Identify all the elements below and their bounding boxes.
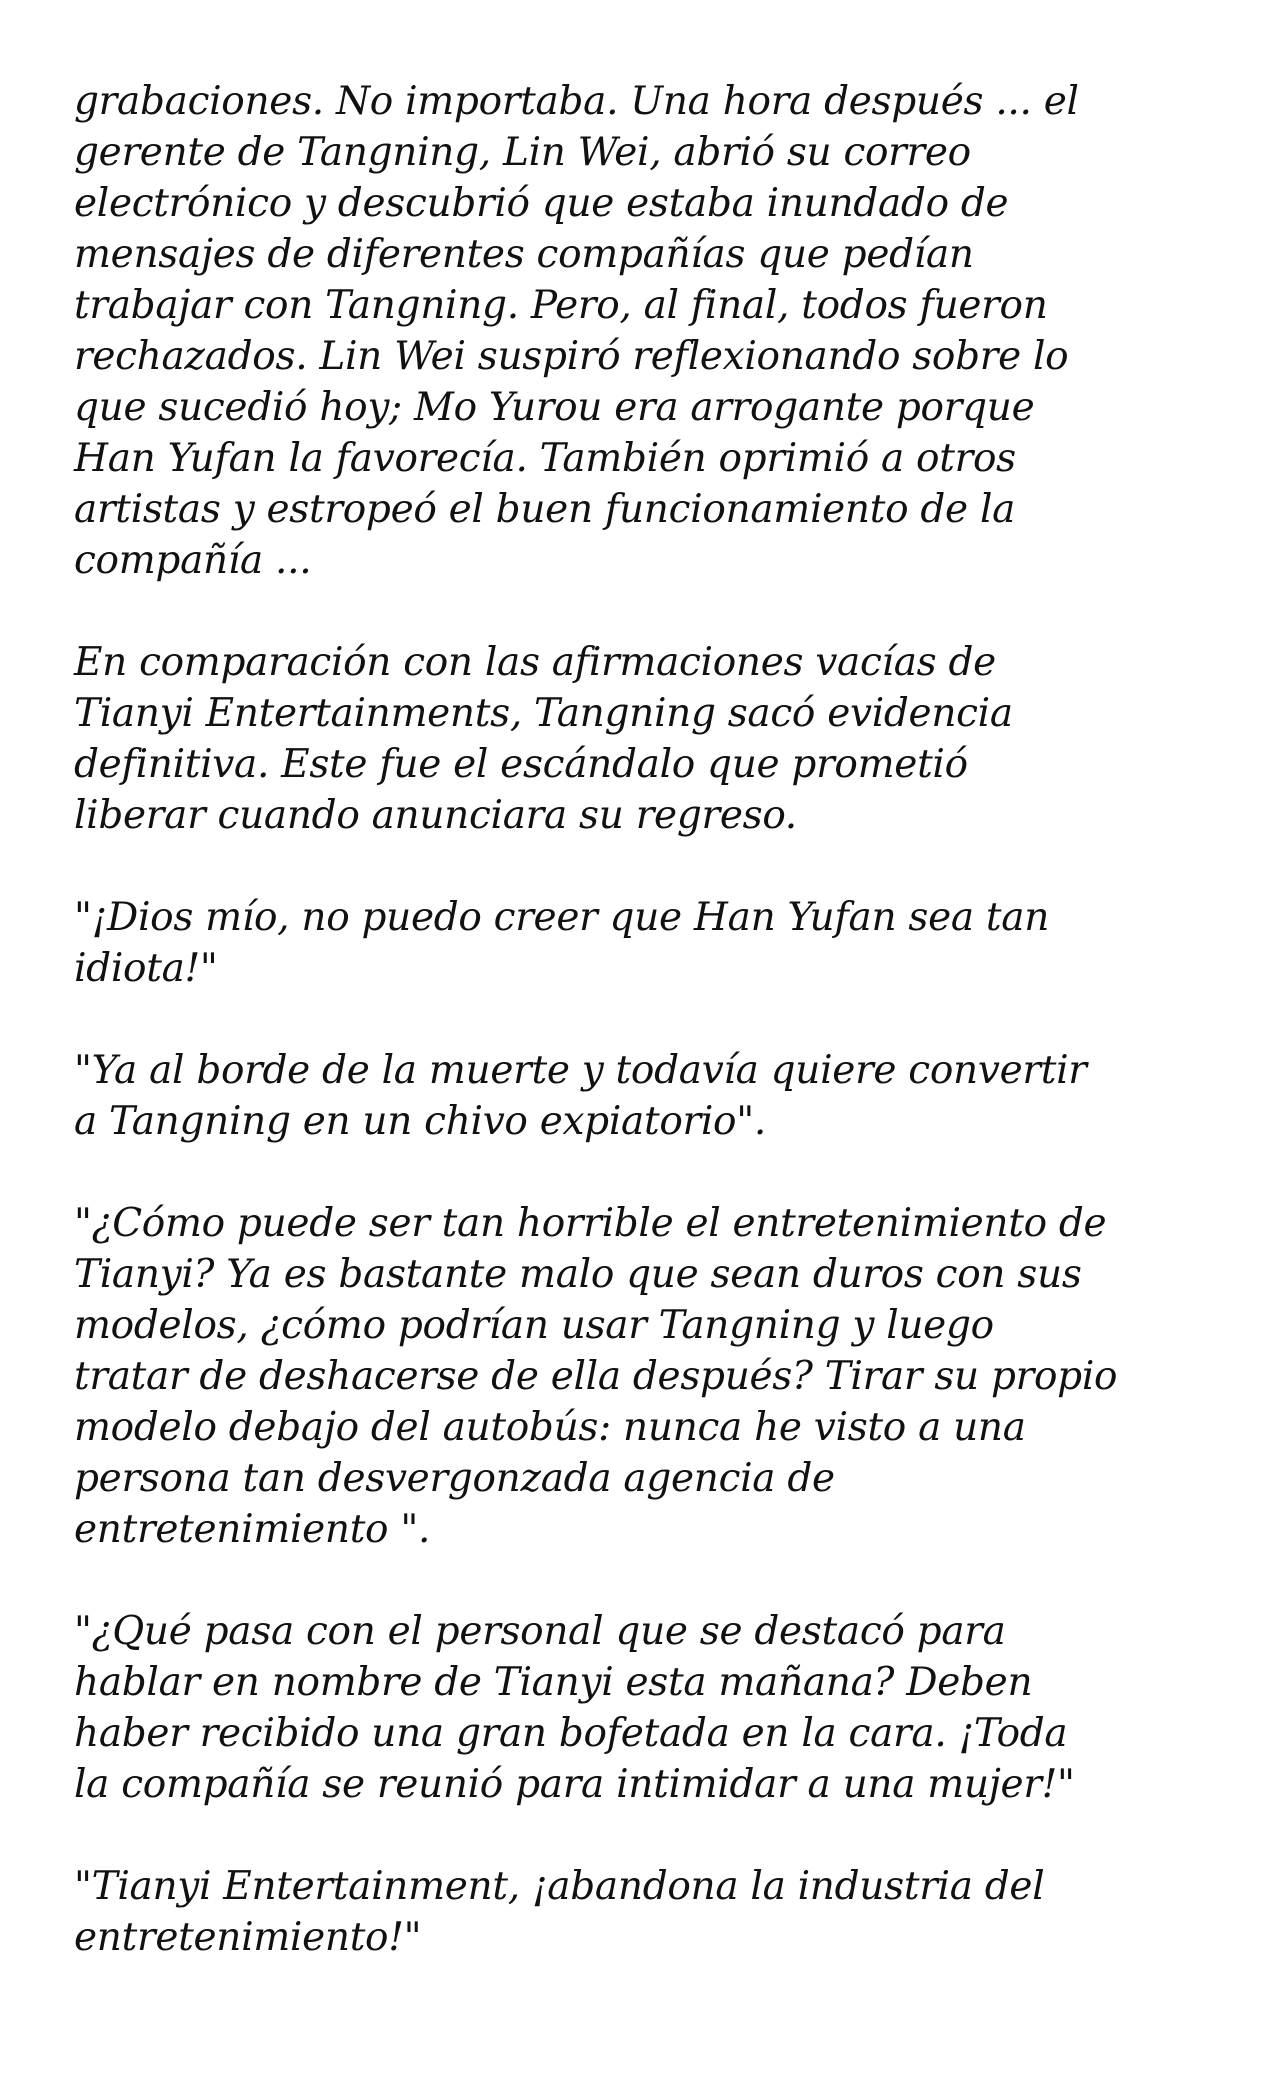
text-line: Han Yufan la favorecía. También oprimió a otros <box>74 436 1016 481</box>
text-line: tratar de deshacerse de ella después? Tirar su propio <box>74 1354 1118 1399</box>
text-line: "¿Qué pasa con el personal que se destacó para <box>74 1609 1006 1654</box>
text-line: persona tan desvergonzada agencia de <box>74 1456 835 1501</box>
text-line: gerente de Tangning, Lin Wei, abrió su correo <box>74 130 971 175</box>
text-line: "¡Dios mío, no puedo creer que Han Yufan sea tan <box>74 895 1050 940</box>
text-line: trabajar con Tangning. Pero, al final, todos fueron <box>74 283 1048 328</box>
paragraph-3 <box>74 892 1254 994</box>
text-line: "Tianyi Entertainment, ¡abandona la industria del <box>74 1864 1045 1909</box>
text-line: liberar cuando anunciara su regreso. <box>74 793 797 838</box>
paragraph-6 <box>74 1606 1254 1810</box>
text-line: idiota!" <box>74 946 218 991</box>
paragraph-7 <box>74 1861 1254 1963</box>
text-line: mensajes de diferentes compañías que pedían <box>74 232 974 277</box>
text-line: entretenimiento!" <box>74 1915 422 1960</box>
text-line: "Ya al borde de la muerte y todavía quiere convertir <box>74 1048 1087 1093</box>
text-line: haber recibido una gran bofetada en la cara. ¡Toda <box>74 1711 1068 1756</box>
text-line: a Tangning en un chivo expiatorio". <box>74 1099 766 1144</box>
text-line: la compañía se reunió para intimidar a una mujer!" <box>74 1762 1075 1807</box>
text-line: En comparación con las afirmaciones vacías de <box>74 640 996 685</box>
text-line: "¿Cómo puede ser tan horrible el entretenimiento de <box>74 1201 1107 1246</box>
text-line: que sucedió hoy; Mo Yurou era arrogante porque <box>74 385 1035 430</box>
text-line: artistas y estropeó el buen funcionamiento de la <box>74 487 1016 532</box>
text-line: definitiva. Este fue el escándalo que prometió <box>74 742 968 787</box>
text-line: modelo debajo del autobús: nunca he visto a una <box>74 1405 1026 1450</box>
text-line: electrónico y descubrió que estaba inundado de <box>74 181 1009 226</box>
paragraph-4 <box>74 1045 1254 1147</box>
paragraph-5 <box>74 1198 1254 1555</box>
document-text <box>74 76 1254 2014</box>
paragraph-1 <box>74 76 1254 586</box>
text-line: hablar en nombre de Tianyi esta mañana? Deben <box>74 1660 1033 1705</box>
text-line: entretenimiento ". <box>74 1507 431 1552</box>
paragraph-2 <box>74 637 1254 841</box>
text-line: Tianyi? Ya es bastante malo que sean duros con sus <box>74 1252 1082 1297</box>
text-line: modelos, ¿cómo podrían usar Tangning y luego <box>74 1303 994 1348</box>
text-line: Tianyi Entertainments, Tangning sacó evidencia <box>74 691 1013 736</box>
text-line: rechazados. Lin Wei suspiró reflexionando sobre lo <box>74 334 1069 379</box>
text-line: compañía ... <box>74 538 312 583</box>
text-line: grabaciones. No importaba. Una hora después ... el <box>74 79 1079 124</box>
